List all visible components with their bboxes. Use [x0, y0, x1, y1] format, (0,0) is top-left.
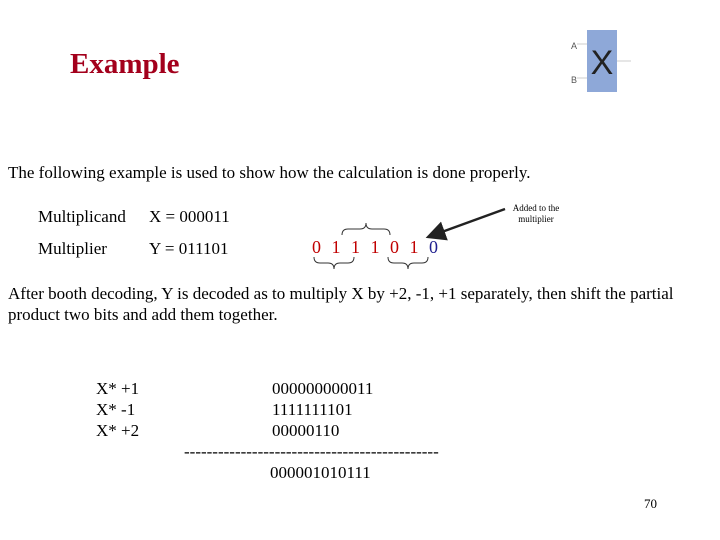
added-note: Added to the multiplier [512, 203, 560, 224]
bottom-brace-left [314, 257, 354, 269]
page-number: 70 [644, 496, 657, 511]
calc-label: X* -1 [96, 400, 136, 419]
partial-product: 00000110 [272, 421, 340, 440]
partial-product: 1111111101 [272, 400, 353, 419]
bit: 1 [331, 237, 341, 257]
multiplier-value: Y = 011101 [149, 239, 229, 258]
arrow [428, 209, 505, 237]
multiplier-symbol: X [590, 44, 614, 82]
input-a-label: A [571, 41, 578, 51]
bottom-brace-right [388, 257, 428, 269]
slide-title: Example [70, 48, 180, 80]
partial-product: 000000000011 [272, 379, 374, 398]
calc-label: X* +1 [96, 379, 140, 398]
multiplicand-value: X = 000011 [149, 207, 230, 226]
grouping-braces-and-arrow [300, 195, 530, 270]
bit: 0 [312, 237, 322, 257]
added-bit: 0 [429, 237, 439, 257]
multiplicand-label: Multiplicand [38, 207, 126, 226]
bit: 1 [370, 237, 380, 257]
calc-values [272, 378, 373, 441]
bit: 0 [390, 237, 400, 257]
input-b-label: B [571, 75, 578, 85]
bit: 1 [351, 237, 361, 257]
final-result: 000001010111 [270, 463, 371, 482]
bit: 1 [409, 237, 419, 257]
multiplier-block-icon [565, 30, 635, 96]
top-brace [342, 223, 390, 235]
calc-labels [96, 378, 139, 441]
explanation-paragraph: After booth decoding, Y is decoded as to multiply X by +2, -1, +1 separately, then shift the partial product two bits and add them together. [8, 284, 674, 324]
calc-label: X* +2 [96, 421, 140, 440]
intro-text: The following example is used to show how the calculation is done properly. [8, 163, 531, 182]
separator-line: --------------------------------------------- [184, 442, 439, 461]
multiplier-label: Multiplier [38, 239, 107, 258]
